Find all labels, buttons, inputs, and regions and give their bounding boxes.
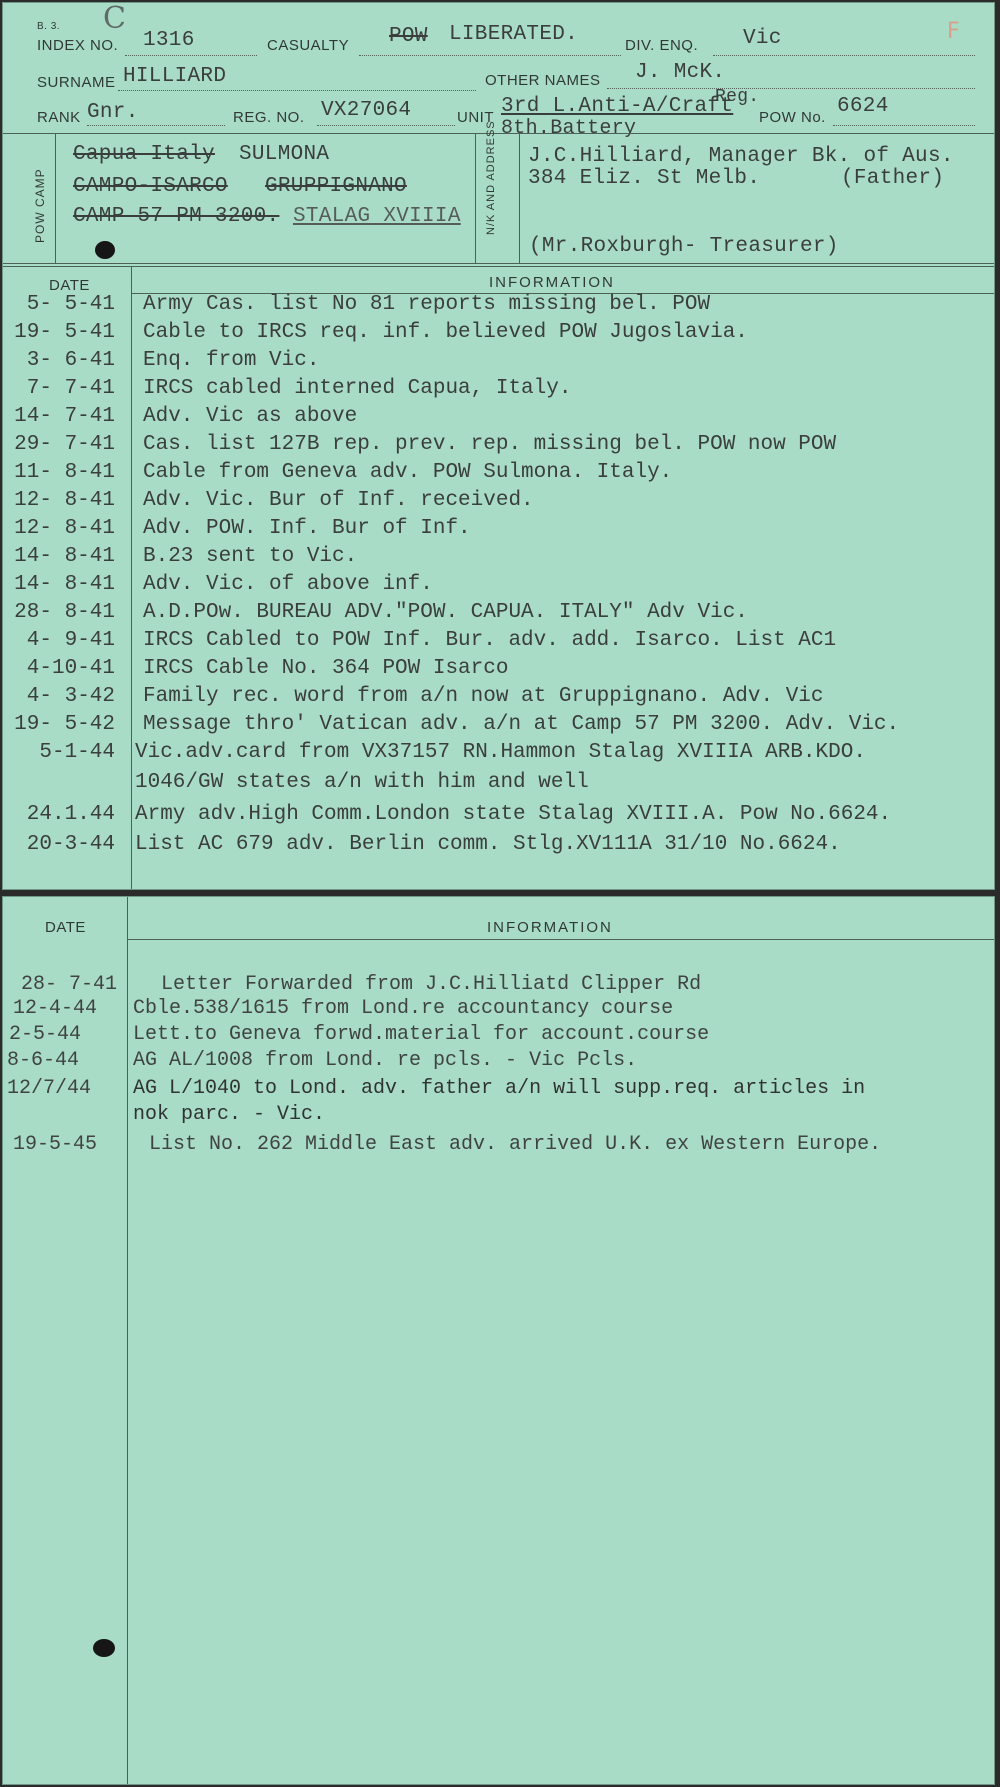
log-date: 12/7/44 xyxy=(7,1077,92,1100)
log-text: A.D.POw. BUREAU ADV."POW. CAPUA. ITALY" Adv Vic. xyxy=(143,601,748,624)
log-text: IRCS Cabled to POW Inf. Bur. adv. add. Isarco. List AC1 xyxy=(143,629,837,652)
log-text: Army adv.High Comm.London state Stalag XVIII.A. Pow No.6624. xyxy=(135,803,892,826)
log-text: Cable from Geneva adv. POW Sulmona. Italy. xyxy=(143,461,673,484)
log-date: 20-3-44 xyxy=(26,833,115,856)
log-text: Adv. Vic. Bur of Inf. received. xyxy=(143,489,534,512)
log-date: 19- 5-41 xyxy=(14,321,115,344)
camp-stalag: STALAG XVIIIA xyxy=(293,205,461,228)
camp-sulmona: SULMONA xyxy=(239,143,330,166)
log-text: List AC 679 adv. Berlin comm. Stlg.XV111A 31/10 No.6624. xyxy=(135,833,841,856)
unit-value-line1: 3rd L.Anti-A/Craft xyxy=(501,95,734,118)
log-text: Family rec. word from a/n now at Gruppignano. Adv. Vic xyxy=(143,685,824,708)
nok-line2: 384 Eliz. St Melb. xyxy=(528,167,761,190)
log-text: Letter Forwarded from J.C.Hilliatd Clipper Rd xyxy=(161,973,702,996)
log-date: 8-6-44 xyxy=(7,1049,80,1072)
camp-57-struck: CAMP 57 PM 3200. xyxy=(73,205,280,228)
reg-no-label: REG. NO. xyxy=(233,109,305,126)
log-date: 5- 5-41 xyxy=(26,293,115,316)
log-date: 4-10-41 xyxy=(26,657,115,680)
other-names-label: OTHER NAMES xyxy=(485,72,601,89)
nk-address-label: N/K AND ADDRESS xyxy=(485,120,497,235)
log-text: Lett.to Geneva forwd.material for account.course xyxy=(133,1023,710,1046)
log-date: 14- 8-41 xyxy=(14,573,115,596)
index-no-value: 1316 xyxy=(143,29,195,52)
log-text: Message thro' Vatican adv. a/n at Camp 57 PM 3200. Adv. Vic. xyxy=(143,713,900,736)
pow-no-label: POW No. xyxy=(759,109,826,126)
log-text: Cble.538/1615 from Lond.re accountancy course xyxy=(133,997,674,1020)
log-date: 4- 9-41 xyxy=(26,629,115,652)
ink-blot-2 xyxy=(93,1639,115,1657)
nok-line3: (Mr.Roxburgh- Treasurer) xyxy=(529,235,839,258)
log-date: 19- 5-42 xyxy=(14,713,115,736)
information-column-header-2: INFORMATION xyxy=(487,919,613,936)
log-text: Adv. POW. Inf. Bur of Inf. xyxy=(143,517,471,540)
log-date: 14- 7-41 xyxy=(14,405,115,428)
log-text: Cable to IRCS req. inf. believed POW Jugoslavia. xyxy=(143,321,748,344)
div-enq-value: Vic xyxy=(743,27,782,50)
log-date: 7- 7-41 xyxy=(26,377,115,400)
log-date: 14- 8-41 xyxy=(14,545,115,568)
log-text: Adv. Vic. of above inf. xyxy=(143,573,433,596)
information-column-header: INFORMATION xyxy=(489,274,615,291)
log-date: 12- 8-41 xyxy=(14,489,115,512)
log-text: Enq. from Vic. xyxy=(143,349,320,372)
camp-gruppignano-struck: GRUPPIGNANO xyxy=(265,175,407,198)
casualty-label: CASUALTY xyxy=(267,37,350,54)
div-enq-label: DIV. ENQ. xyxy=(625,37,699,54)
log-date: 12- 8-41 xyxy=(14,517,115,540)
unit-value-line2: 8th.Battery xyxy=(501,117,637,140)
reg-no-value: VX27064 xyxy=(321,99,412,122)
corner-mark-handwritten: C xyxy=(103,2,127,36)
log-date: 19-5-45 xyxy=(13,1133,98,1156)
log-text: IRCS Cable No. 364 POW Isarco xyxy=(143,657,509,680)
casualty-struck-value: POW xyxy=(389,25,428,48)
date-column-header: DATE xyxy=(49,277,90,294)
log-text: List No. 262 Middle East adv. arrived U.K. ex Western Europe. xyxy=(149,1133,882,1156)
surname-value: HILLIARD xyxy=(123,65,227,88)
log-text: 1046/GW states a/n with him and well xyxy=(135,771,589,794)
corner-mark-right: F xyxy=(947,19,960,44)
casualty-value: LIBERATED. xyxy=(449,23,579,46)
log-date: 4- 3-42 xyxy=(26,685,115,708)
log-date: 11- 8-41 xyxy=(14,461,115,484)
log-date: 28- 7-41 xyxy=(21,973,118,996)
unit-value-suffix: Reg. xyxy=(715,87,760,107)
rank-value: Gnr. xyxy=(87,101,139,124)
form-code: B. 3. xyxy=(37,21,61,32)
log-date: 5-1-44 xyxy=(39,741,115,764)
log-text: Army Cas. list No 81 reports missing bel. POW xyxy=(143,293,711,316)
log-date: 12-4-44 xyxy=(13,997,98,1020)
pow-no-value: 6624 xyxy=(837,95,889,118)
log-date: 3- 6-41 xyxy=(26,349,115,372)
index-card-back xyxy=(2,896,995,1785)
log-date: 29- 7-41 xyxy=(14,433,115,456)
log-date: 28- 8-41 xyxy=(14,601,115,624)
log-text: B.23 sent to Vic. xyxy=(143,545,358,568)
log-text: AG L/1040 to Lond. adv. father a/n will supp.req. articles in xyxy=(133,1077,866,1100)
nok-relation: (Father) xyxy=(841,167,945,190)
date-column-header-2: DATE xyxy=(45,919,86,936)
ink-blot xyxy=(95,241,115,259)
log-text: Adv. Vic as above xyxy=(143,405,358,428)
log-text: Vic.adv.card from VX37157 RN.Hammon Stalag XVIIIA ARB.KDO. xyxy=(135,741,866,764)
index-card-front xyxy=(2,2,995,890)
camp-isarco-struck: CAMPO-ISARCO xyxy=(73,175,228,198)
surname-label: SURNAME xyxy=(37,74,116,91)
unit-label: UNIT xyxy=(457,109,494,126)
log-text: IRCS cabled interned Capua, Italy. xyxy=(143,377,572,400)
index-no-label: INDEX NO. xyxy=(37,37,119,54)
pow-camp-label: POW CAMP xyxy=(33,168,47,243)
log-date: 24.1.44 xyxy=(26,803,115,826)
other-names-value: J. McK. xyxy=(635,61,726,84)
camp-capua-struck: Capua Italy xyxy=(73,143,215,166)
rank-label: RANK xyxy=(37,109,81,126)
log-date: 2-5-44 xyxy=(9,1023,82,1046)
log-text: AG AL/1008 from Lond. re pcls. - Vic Pcls. xyxy=(133,1049,638,1072)
log-text: nok parc. - Vic. xyxy=(133,1103,326,1126)
log-text: Cas. list 127B rep. prev. rep. missing bel. POW now POW xyxy=(143,433,837,456)
nok-line1: J.C.Hilliard, Manager Bk. of Aus. xyxy=(528,145,954,168)
